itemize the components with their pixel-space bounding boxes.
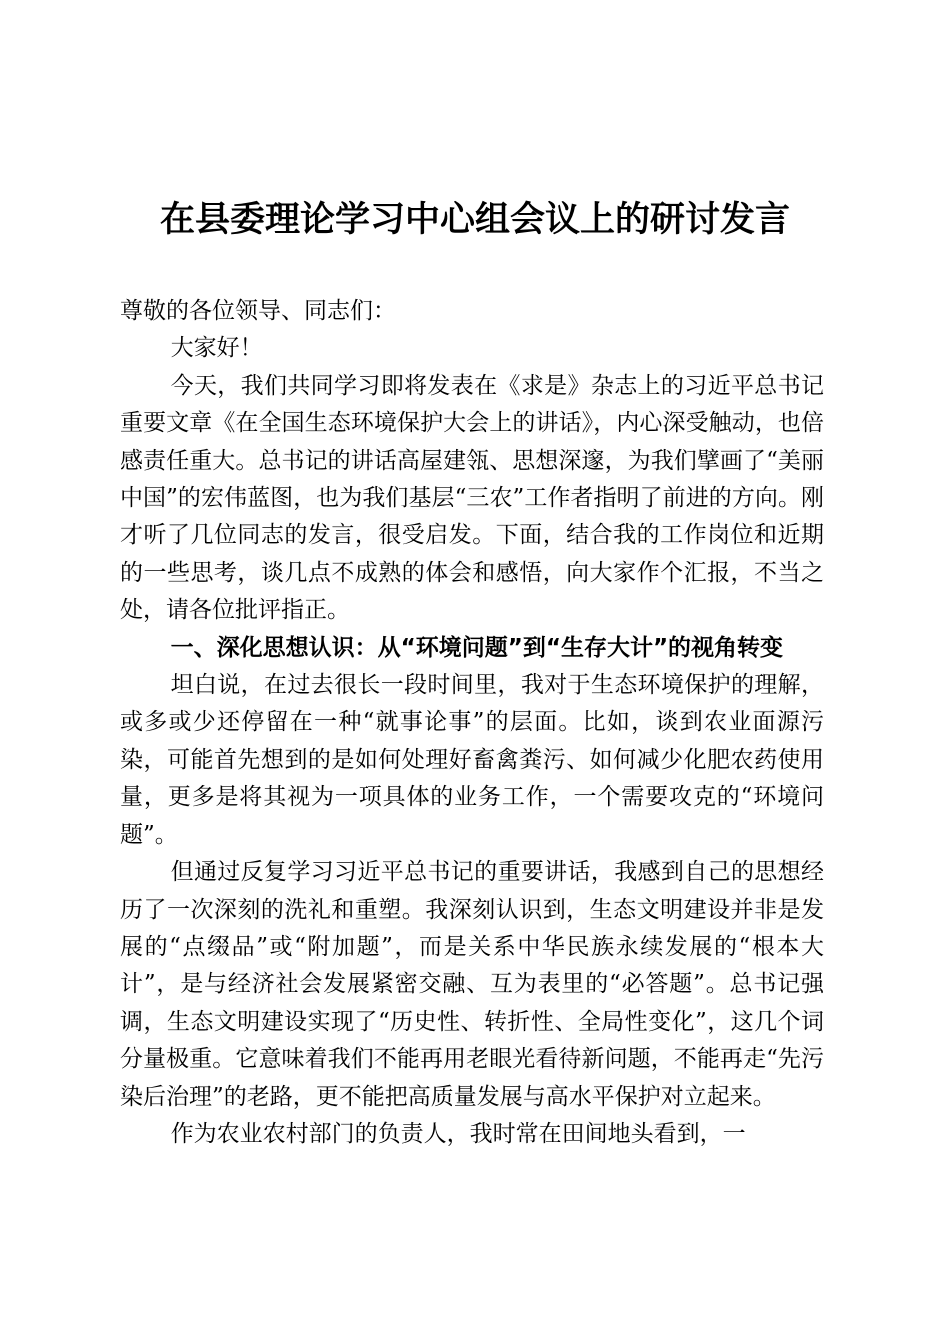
document-title: 在县委理论学习中心组会议上的研讨发言 (159, 199, 790, 240)
section-paragraph-3: 作为农业农村部门的负责人，我时常在田间地头看到，一 (170, 1120, 746, 1147)
section-paragraph-1: 坦白说，在过去很长一段时间里，我对于生态环境保护的理解，或多或少还停留在一种“就事论事”的层面。比如，谈到农业面源污染，可能首先想到的是如何处理好畜禽粪污、如何减少化肥农药使用量，更多是将其视为一项具体的业务工作，一个需要攻克的“环境问题”。 (120, 672, 824, 848)
greeting: 大家好！ (170, 335, 263, 362)
section-paragraph-2: 但通过反复学习习近平总书记的重要讲话，我感到自己的思想经历了一次深刻的洗礼和重塑。我深刻认识到，生态文明建设并非是发展的“点缀品”或“附加题”，而是关系中华民族永续发展的“根本大计”，是与经济社会发展紧密交融、互为表里的“必答题”。总书记强调，生态文明建设实现了“历史性、转折性、全局性变化”，这几个词分量极重。它意味着我们不能再用老眼光看待新问题，不能再走“先污染后治理”的老路，更不能把高质量发展与高水平保护对立起来。 (120, 859, 824, 1110)
document-body (120, 293, 824, 1153)
salutation: 尊敬的各位领导、同志们： (120, 298, 396, 324)
intro-paragraph: 今天，我们共同学习即将发表在《求是》杂志上的习近平总书记重要文章《在全国生态环境保护大会上的讲话》，内心深受触动，也倍感责任重大。总书记的讲话高屋建瓴、思想深邃，为我们擘画了“美丽中国”的宏伟蓝图，也为我们基层“三农”工作者指明了前进的方向。刚才听了几位同志的发言，很受启发。下面，结合我的工作岗位和近期的一些思考，谈几点不成熟的体会和感悟，向大家作个汇报，不当之处，请各位批评指正。 (120, 372, 824, 624)
section-heading: 一、深化思想认识：从“环境问题”到“生存大计”的视角转变 (170, 634, 784, 661)
